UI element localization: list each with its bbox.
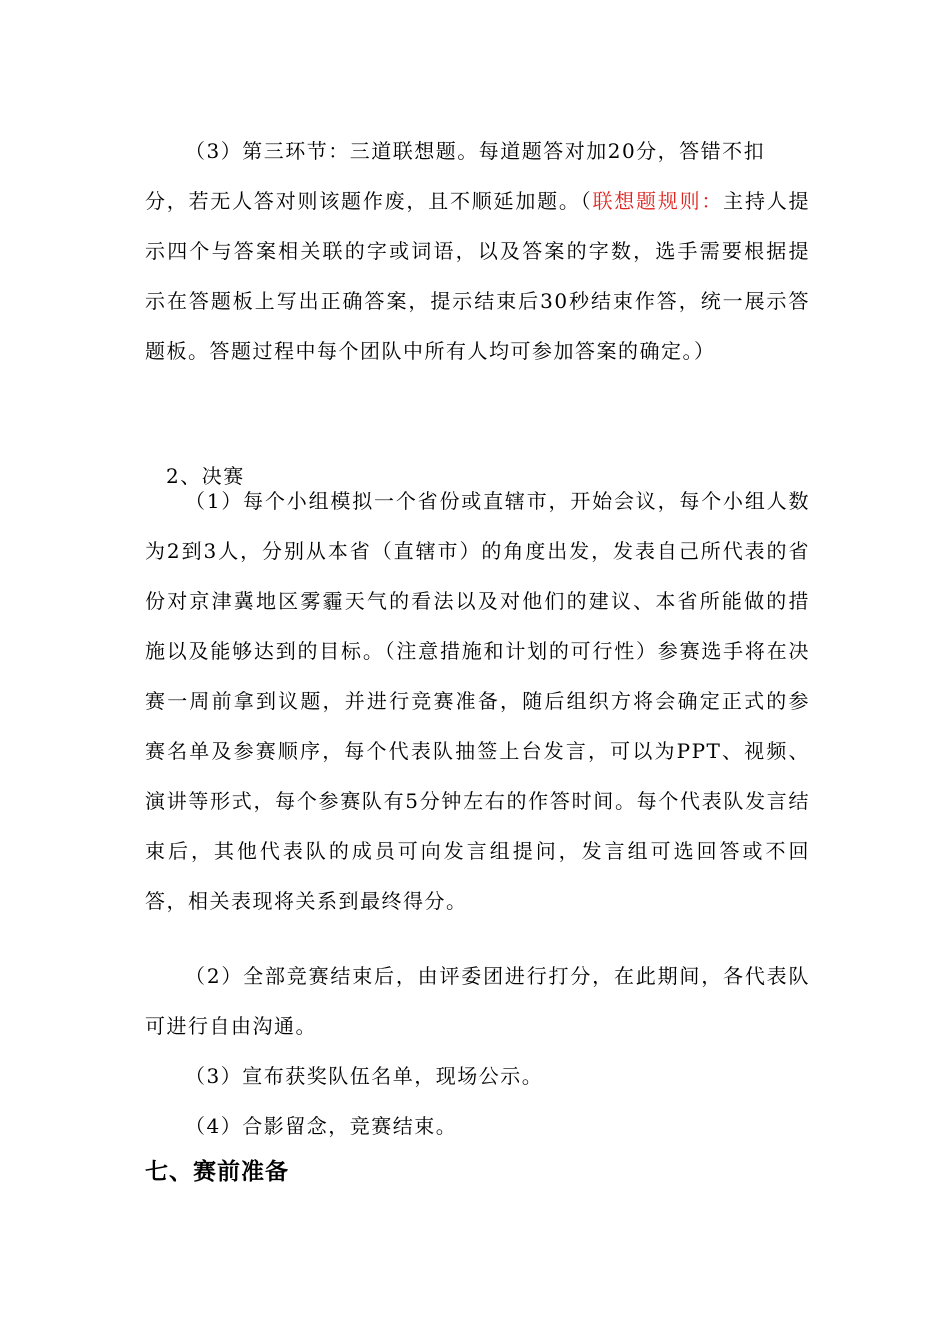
- round-three-line1: （3）第三环节：三道联想题。每道题答对加20分，答错不扣: [185, 139, 766, 163]
- paragraph-round-three: [145, 126, 810, 376]
- association-rule-label: 联想题规则：: [592, 189, 724, 213]
- finals-heading: 2、决赛: [166, 464, 245, 488]
- finals-item-2: （2）全部竞赛结束后，由评委团进行打分，在此期间，各代表队可进行自由沟通。: [145, 964, 810, 1038]
- finals-item-1: （1）每个小组模拟一个省份或直辖市，开始会议，每个小组人数为2到3人，分别从本省（直辖市）的角度出发，发表自己所代表的省份对京津冀地区雾霾天气的看法以及对他们的建议、本省所能做的措施以及能够达到的目标。（注意措施和计划的可行性）参赛选手将在决赛一周前拿到议题，并进行竞赛准备，随后组织方将会确定正式的参赛名单及参赛顺序，每个代表队抽签上台发言，可以为PPT、视频、演讲等形式，每个参赛队有5分钟左右的作答时间。每个代表队发言结束后，其他代表队的成员可向发言组提问，发言组可选回答或不回答，相关表现将关系到最终得分。: [145, 489, 810, 913]
- finals-item-3: （3）宣布获奖队伍名单，现场公示。: [185, 1064, 544, 1088]
- finals-item-4: （4）合影留念，竞赛结束。: [185, 1114, 458, 1138]
- association-rule-text: 主持人提示四个与答案相关联的字或词语，以及答案的字数，选手需要根据提示在答题板上写出正确答案，提示结束后30秒结束作答，统一展示答题板。答题过程中每个团队中所有人均可参加答案的确定。）: [145, 189, 811, 363]
- round-three-body: 分，若无人答对则该题作废，且不顺延加题。（: [145, 189, 593, 213]
- section-seven-heading: 七、赛前准备: [145, 1159, 289, 1185]
